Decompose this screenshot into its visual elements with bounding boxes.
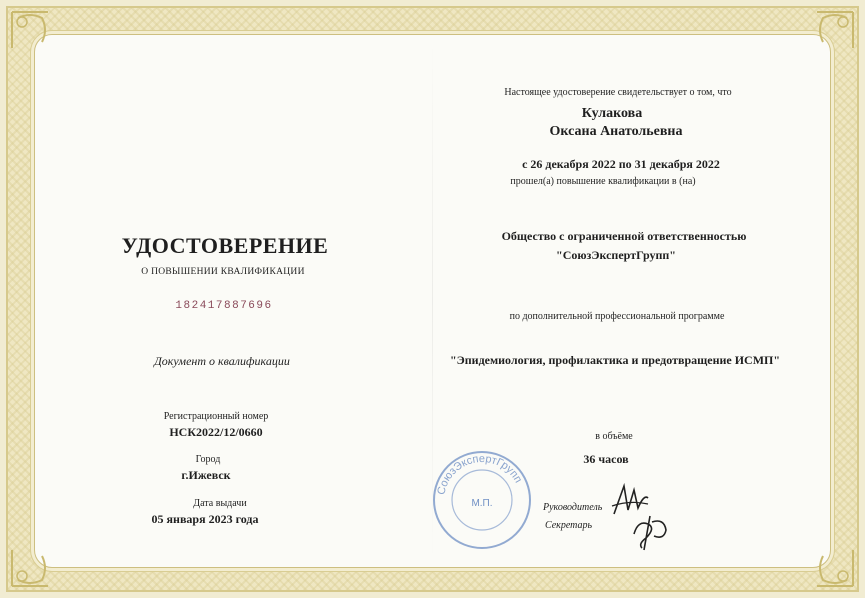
program-label: по дополнительной профессиональной программе: [509, 311, 725, 322]
city-value: г.Ижевск: [181, 468, 231, 482]
stamp-center-text: М.П.: [471, 498, 493, 509]
holder-given-names: Оксана Анатольевна: [549, 124, 683, 139]
holder-surname: Кулакова: [581, 106, 643, 121]
corner-ornament-top-right: [813, 8, 857, 52]
certificate-subtitle: О ПОВЫШЕНИИ КВАЛИФИКАЦИИ: [141, 267, 305, 277]
corner-ornament-bottom-left: [8, 546, 52, 590]
organization-line-2: "СоюзЭкспертГрупп": [556, 248, 676, 262]
passed-text: прошел(а) повышение квалификации в (на): [510, 176, 696, 187]
training-period: с 26 декабря 2022 по 31 декабря 2022: [522, 157, 720, 171]
volume-label: в объёме: [595, 431, 633, 442]
intro-text: Настоящее удостоверение свидетельствует о том, что: [504, 87, 732, 98]
city-label: Город: [195, 454, 221, 465]
registration-number: НСК2022/12/0660: [169, 425, 263, 439]
corner-ornament-top-left: [8, 8, 52, 52]
corner-ornament-bottom-right: [813, 546, 857, 590]
head-label: Руководитель: [543, 502, 603, 513]
registration-label: Регистрационный номер: [163, 411, 269, 422]
program-name: "Эпидемиология, профилактика и предотвращение ИСМП": [449, 353, 781, 367]
issue-date-label: Дата выдачи: [193, 498, 247, 509]
issue-date-value: 05 января 2023 года: [151, 512, 259, 526]
volume-value: 36 часов: [583, 452, 629, 466]
svg-text:СоюзЭкспертГрупп: [435, 453, 524, 496]
document-type: Документ о квалификации: [154, 354, 290, 368]
secretary-signature: [628, 512, 672, 557]
organization-stamp: [430, 448, 534, 552]
certificate-title: УДОСТОВЕРЕНИЕ: [121, 233, 329, 258]
stamp-organization-text: СоюзЭкспертГрупп: [435, 452, 525, 496]
organization-line-1: Общество с ограниченной ответственностью: [501, 229, 747, 243]
secretary-label: Секретарь: [545, 520, 593, 531]
serial-number: 182417887696: [175, 300, 273, 312]
